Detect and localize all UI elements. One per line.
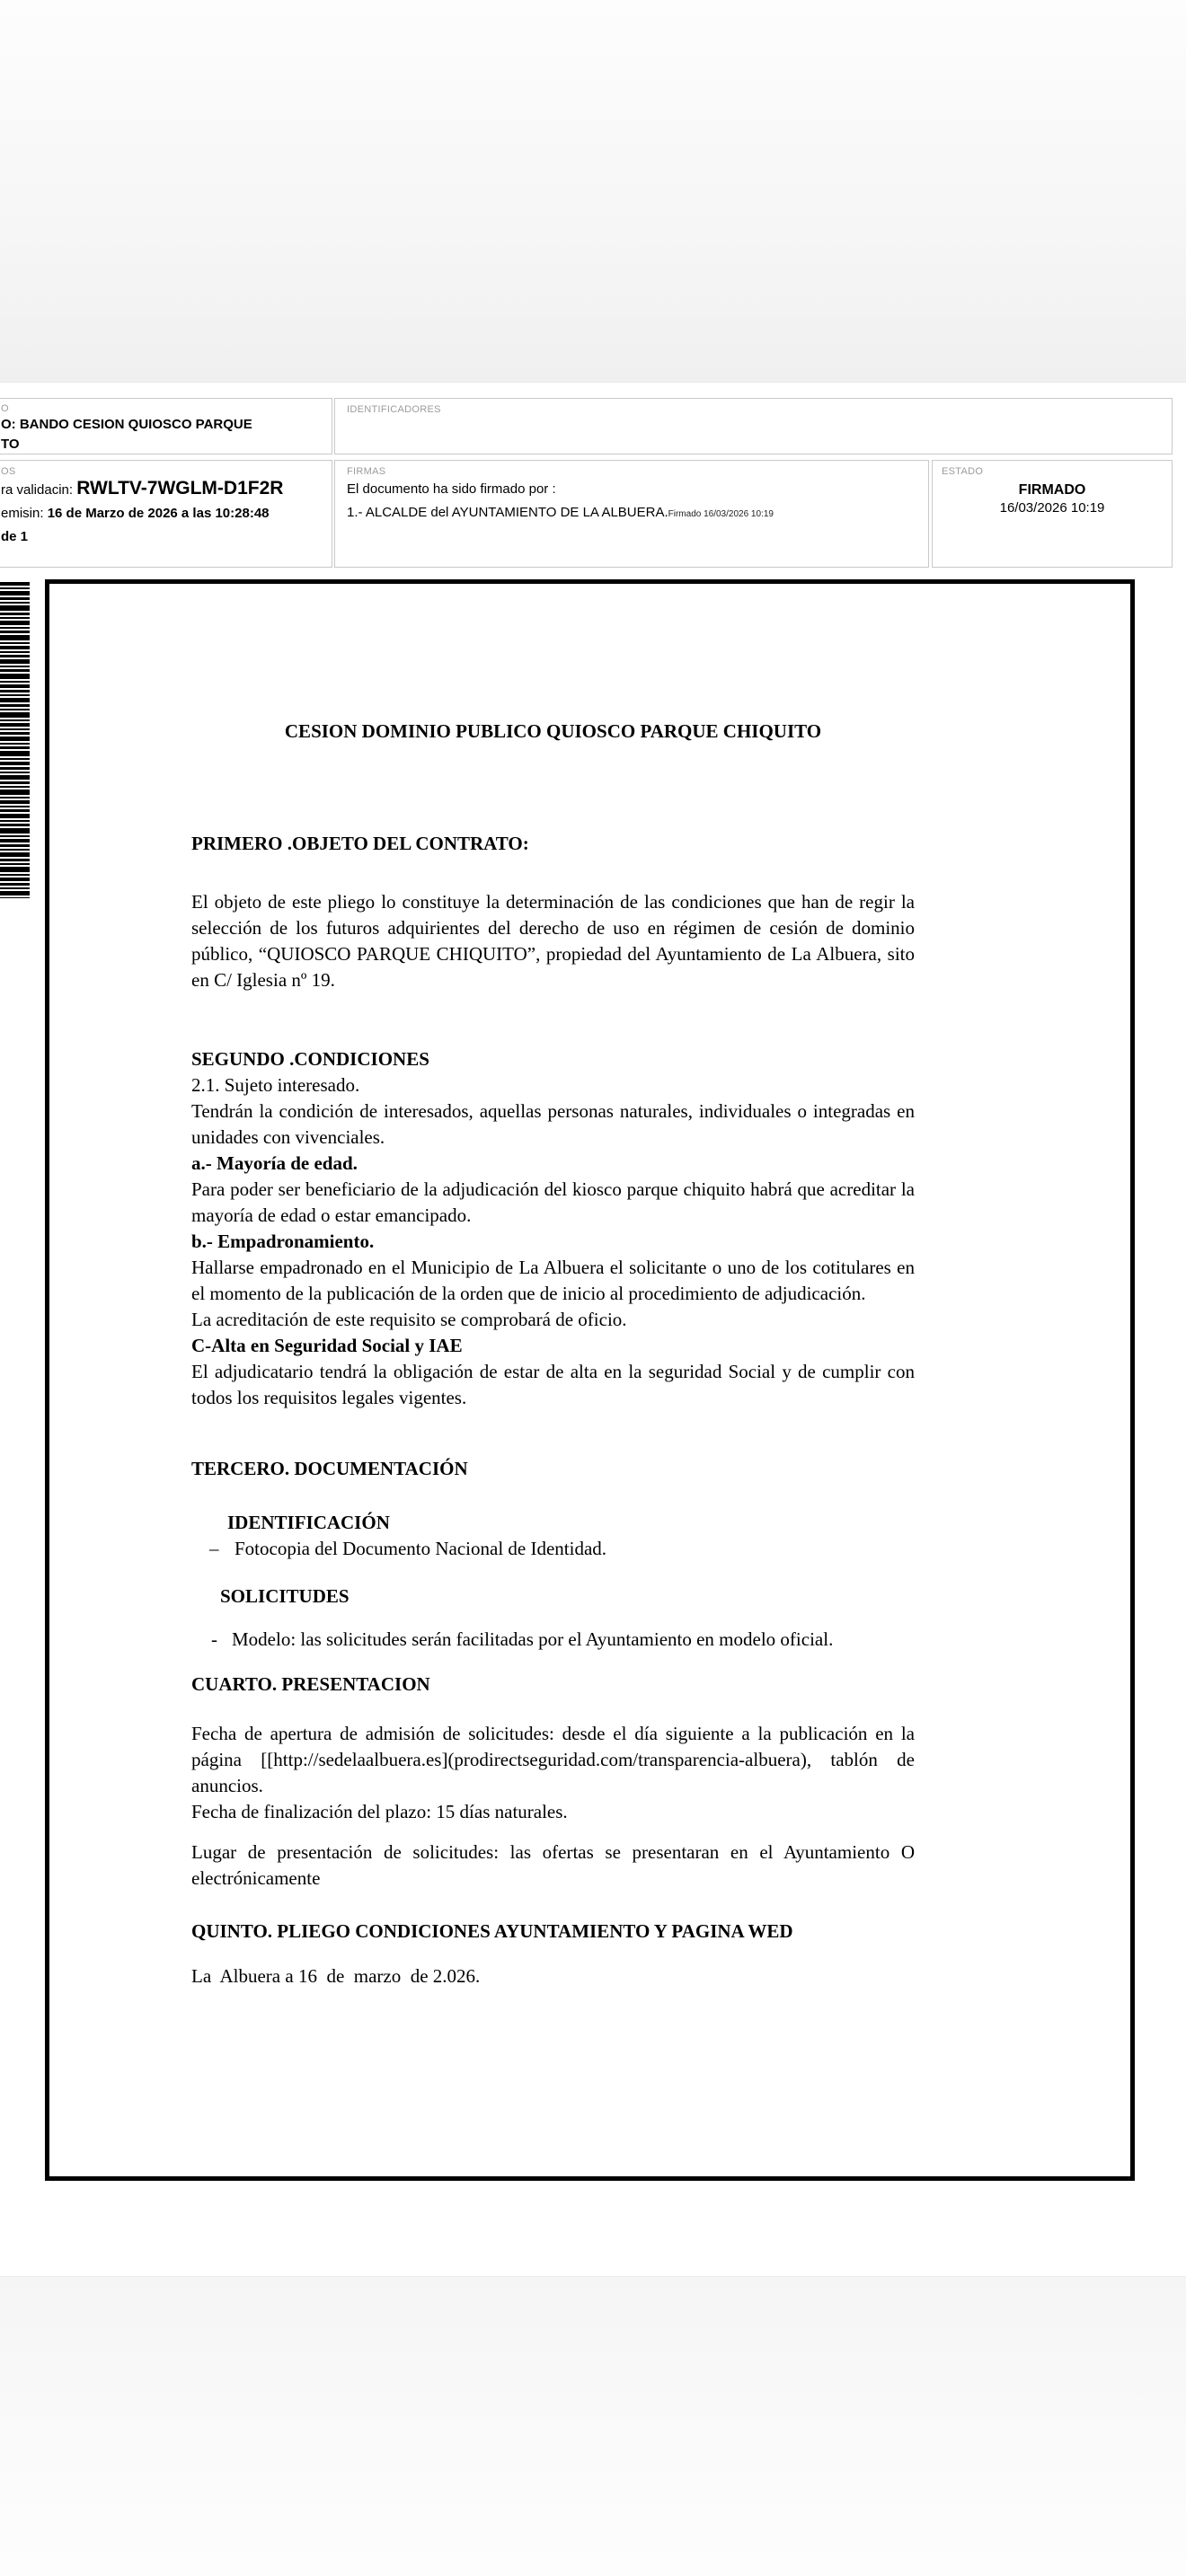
top-gradient-band [0,0,1186,383]
paragraph-lugar-presentacion: Lugar de presentación de solicitudes: las ofertas se presentaran en el Ayuntamiento O electrónicamente [191,1841,915,1889]
paragraph-fecha-finalizacion: Fecha de finalización del plazo: 15 días naturales. [191,1801,568,1822]
identifiers-label: IDENTIFICADORES [347,404,441,415]
signer-name: 1.- ALCALDE del AYUNTAMIENTO DE LA ALBUERA. [347,505,668,520]
dash-bullet-icon: – [209,1538,219,1559]
validation-code-label: ra validacin: [1,482,77,498]
barcode-icon [0,582,30,898]
paragraph-sujeto-interesado: Tendrán la condición de interesados, aquellas personas naturales, individuales o integradas en unidades con vivenciales. [191,1100,915,1148]
signer-line [347,502,917,525]
validation-code: RWLTV-7WGLM-D1F2R [76,478,284,498]
heading-identificacion: IDENTIFICACIÓN [227,1512,390,1533]
status-badge: FIRMADO [1018,482,1086,498]
list-item-solicitudes [191,1627,915,1653]
paragraph-mayoria-de-edad: Para poder ser beneficiario de la adjudicación del kiosco parque chiquito habrá que acreditar la mayoría de edad o estar emancipado. [191,1178,915,1226]
heading-primero: PRIMERO .OBJETO DEL CONTRATO: [191,833,529,854]
subheading-sujeto-interesado: 2.1. Sujeto interesado. [191,1074,360,1096]
page-title: CESION DOMINIO PUBLICO QUIOSCO PARQUE CHIQUITO [284,720,822,742]
emission-label: emisin: [1,506,48,521]
paragraph-fecha-apertura: Fecha de apertura de admisión de solicitudes: desde el día siguiente a la publicación en la página [[http://sedelaalbuera.es](prodirectseguridad.com/transparencia-albuera), tablón de anuncios. [191,1723,915,1796]
header-signatures-cell [334,460,929,568]
heading-solicitudes: SOLICITUDES [220,1585,350,1607]
list-item-identificacion [191,1536,915,1562]
validation-label-fragment: OS [1,466,16,477]
paragraph-alta-seguridad-social: El adjudicatario tendrá la obligación de estar de alta en la seguridad Social y de cumplir con todos los requisitos legales vigentes. [191,1361,915,1408]
document-title-label-fragment: O [1,403,9,414]
heading-empadronamiento: b.- Empadronamiento. [191,1231,375,1252]
status-datetime: 16/03/2026 10:19 [999,500,1105,516]
header-identifiers-cell [334,398,1173,454]
heading-mayoria-de-edad: a.- Mayoría de edad. [191,1152,358,1174]
document-title-line1: O: BANDO CESION QUIOSCO PARQUE [1,417,252,432]
paragraph-acreditacion: La acreditación de este requisito se comprobará de oficio. [191,1309,627,1330]
list-item-solicitudes-text: Modelo: las solicitudes serán facilitadas por el Ayuntamiento en modelo oficial. [232,1628,834,1650]
page-count-fragment: de 1 [1,529,29,544]
header-document-title-cell [0,398,332,454]
header-validation-cell [0,460,332,568]
header-status-cell [932,460,1173,568]
emission-value: 16 de Marzo de 2026 a las 10:28:48 [47,506,270,521]
heading-segundo: SEGUNDO .CONDICIONES [191,1048,429,1070]
heading-alta-seguridad-social: C-Alta en Seguridad Social y IAE [191,1335,463,1356]
bottom-gradient-band [0,2276,1186,2576]
paragraph-primero: El objeto de este pliego lo constituye la determinación de las condiciones que han de regir la selección de los futuros adquirientes del derecho de uso en régimen de cesión de dominio público, “QUIOSCO PARQUE CHIQUITO”, propiedad del Ayuntamiento de La Albuera, sito en C/ Iglesia nº 19. [191,891,915,991]
validation-code-line [1,477,324,502]
paragraph-fecha-lugar: La Albuera a 16 de marzo de 2.026. [191,1965,481,1987]
heading-cuarto: CUARTO. PRESENTACION [191,1673,430,1695]
signatures-intro: El documento ha sido firmado por : [347,481,556,497]
signed-timestamp-note: Firmado 16/03/2026 10:19 [668,509,774,519]
heading-tercero: TERCERO. DOCUMENTACIÓN [191,1458,468,1479]
heading-quinto: QUINTO. PLIEGO CONDICIONES AYUNTAMIENTO Y PAGINA WED [191,1920,793,1942]
document-body [49,584,1130,1989]
document-page [45,579,1135,2181]
dash-bullet-icon: - [211,1628,217,1650]
list-item-identificacion-text: Fotocopia del Documento Nacional de Identidad. [235,1538,607,1559]
status-label: ESTADO [942,466,984,477]
document-title-line2: TO [1,437,20,452]
signatures-label: FIRMAS [347,466,386,477]
emission-line [1,502,324,525]
paragraph-empadronamiento: Hallarse empadronado en el Municipio de La Albuera el solicitante o uno de los cotitulares en el momento de la publicación de la orden que de inicio al procedimiento de adjudicación. [191,1257,915,1304]
